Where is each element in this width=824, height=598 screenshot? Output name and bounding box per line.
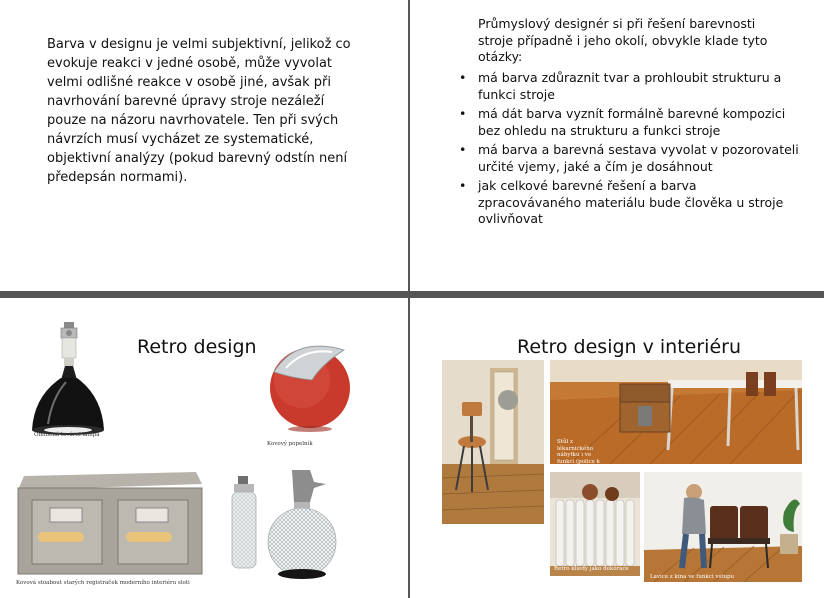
paragraph-line: navrhování barevné úpravy stroje nezáleží: [47, 94, 325, 109]
paragraph-line: evokuje reakci v jedné osobě, může vyvolat: [47, 56, 333, 71]
question-line: má barva zdůraznit tvar a prohloubit strukturu a: [478, 70, 782, 85]
paragraph-line: velmi odlišné reakce v osobě jiné, avšak při: [47, 75, 331, 90]
interior-photo-cinema-seats: [644, 472, 802, 582]
slide-title: Retro design: [137, 336, 257, 358]
question-line: jak celkové barevné řešení a barva: [478, 178, 697, 193]
paragraph-line: Barva v designu je velmi subjektivní, jelikož co: [47, 37, 351, 52]
question-line: bez ohledu na strukturu a funkci stroje: [478, 122, 721, 138]
cabinet-caption: Kovová stoabout starých registraček moderního interiéru sloti: [16, 580, 190, 586]
slide-retro-design: [0, 298, 408, 598]
question-line: má dát barva vyznít formálně barevné kompozici: [478, 106, 786, 121]
question-item: [458, 106, 803, 139]
paragraph-line: předepsán normami).: [47, 170, 188, 185]
intro-line: otázky:: [478, 49, 523, 64]
slide-retro-interior: [410, 298, 824, 598]
question-line: zpracovávaného materiálu bude člověka u stroje: [478, 194, 784, 210]
soda-siphon-image: [222, 462, 342, 582]
question-line: má barva a barevná sestava vyvolat v pozorovateli: [478, 142, 799, 157]
slide-title: Retro design v interiéru: [517, 336, 741, 358]
slide-color-subjectivity: [0, 0, 408, 291]
paragraph-line: návrzích musí vycházet ze systematické,: [47, 132, 314, 147]
cinema-seats-caption: Lavice z kina ve funkci vstupu: [650, 574, 735, 580]
question-line: určité vjemy, jaké a čím je dosáhnout: [478, 158, 713, 174]
radiator-caption: Retro kliedy jako dekorace: [554, 566, 629, 572]
interior-photo-radiator: [550, 472, 640, 576]
question-line: ovlivňovat: [478, 211, 543, 226]
lamp-caption: Oblíbená továrni lampa: [34, 432, 100, 438]
question-item: [458, 70, 803, 103]
question-item: [458, 142, 803, 175]
bullet-icon: •: [459, 106, 467, 121]
intro-line: stroje případně i jeho okolí, obvykle klade tyto: [478, 32, 768, 48]
question-item: [458, 178, 803, 228]
bullet-icon: •: [459, 142, 467, 157]
bullet-icon: •: [459, 70, 467, 85]
color-subjectivity-paragraph: [47, 35, 377, 187]
ashtray-caption: Kovový popelník: [267, 441, 313, 447]
industrial-lamp-image: [28, 320, 108, 448]
intro-line: Průmyslový designér si při řešení barevnosti: [478, 16, 756, 31]
questions-list: [458, 70, 803, 231]
drawer-cabinet-image: [10, 470, 208, 582]
question-line: funkci stroje: [478, 86, 555, 102]
bench-caption: Stůl z lékarnického nábytku i ve funkci (police k sezení): [557, 439, 600, 471]
questions-intro: [478, 16, 803, 66]
interior-photo-chair: [442, 360, 544, 524]
paragraph-line: objektivní analýzy (pokud barevný odstín není: [47, 151, 348, 166]
paragraph-line: pouze na názoru navrhovatele. Ten při svých: [47, 113, 339, 128]
slide-designer-questions: [410, 0, 824, 291]
horizontal-divider: [0, 291, 824, 298]
ashtray-image: [256, 328, 366, 440]
bullet-icon: •: [459, 178, 467, 193]
